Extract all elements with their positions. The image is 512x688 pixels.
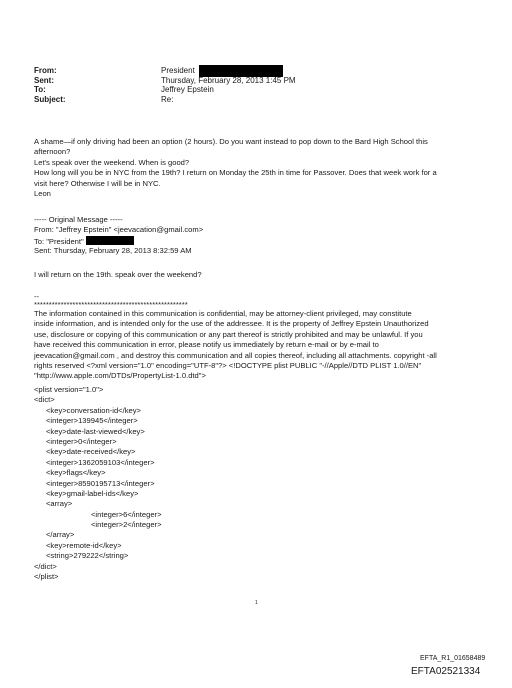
signature: Leon [34,188,51,198]
to-label: To: [34,85,46,95]
message-line: How long will you be in NYC from the 19th? I return on Monday the 25th in time for Passover. Does that week work for a [34,168,437,178]
plist-line: <integer>139945</integer> [46,416,138,426]
plist-line: <integer>0</integer> [46,436,117,446]
plist-line: <string>279222</string> [46,551,129,561]
plist-line: <key>flags</key> [46,468,106,478]
to-value: Jeffrey Epstein [161,85,214,95]
to-row [34,85,296,95]
plist-line: <array> [46,499,73,509]
disclaimer-line: "http://www.apple.com/DTDs/PropertyList-1.0.dtd"> [34,371,206,381]
message-line: visit here? Otherwise I will be in NYC. [34,178,161,188]
disclaimer-line: inside information, and is intended only for the use of the addressee. It is the property of Jeffrey Epstein Unauthorized [34,319,429,329]
original-message-text: I will return on the 19th. speak over the weekend? [34,270,202,279]
plist-line: <integer>1362059103</integer> [46,457,155,467]
footer [34,293,492,382]
plist-line: <integer>6</integer> [91,509,162,519]
original-sent: Sent: Thursday, February 28, 2013 8:32:59 AM [34,246,192,256]
from-row [34,66,296,76]
original-message [34,215,492,257]
plist-line: </array> [46,530,75,540]
subject-row [34,95,296,105]
message-line: afternoon? [34,147,71,157]
sig-dashes: -- [34,292,40,301]
from-value: President [161,66,195,75]
plist-line: <key>conversation-id</key> [46,405,141,415]
plist-line: <key>remote-id</key> [46,540,122,550]
message-line: Let's speak over the weekend. When is good? [34,157,190,167]
subject-value: Re: [161,94,174,104]
plist-line: <integer>8590195713</integer> [46,478,155,488]
plist-block [34,385,492,582]
plist-line: <key>date-last-viewed</key> [46,426,145,436]
disclaimer-line: The information contained in this communication is confidential, may be attorney-client privileged, may constitute [34,309,412,318]
email-header [34,66,296,104]
original-text [34,270,492,280]
message-line: A shame—if only driving had been an option (2 hours). Do you want instead to pop down to the Bard High School this [34,137,428,146]
sent-row [34,76,296,86]
message-body [34,137,492,199]
plist-line: <dict> [34,395,55,405]
subject-label: Subject: [34,94,66,104]
plist-line: <key>date-received</key> [46,447,136,457]
plist-line: <integer>2</integer> [91,520,162,530]
redaction-box [86,236,134,245]
sent-label: Sent: [34,75,54,85]
from-label: From: [34,66,57,75]
bates-stamp-1: EFTA_R1_01658489 [420,655,486,662]
original-message-divider: ----- Original Message ----- [34,215,123,224]
original-to: To: "President" [34,236,492,246]
original-from-email: <jeevacation@gmail.com> [113,225,204,235]
disclaimer-line: use, disclosure or copying of this communication or any part thereof is strictly prohibited and may be unlawful. If you [34,329,423,339]
plist-line: <key>gmail-label-ids</key> [46,488,139,498]
bates-stamp-2: EFTA02521334 [411,666,481,677]
sent-value: Thursday, February 28, 2013 1:45 PM [161,75,296,85]
plist-line: </plist> [34,572,59,582]
plist-line: <plist version="1.0"> [34,385,104,394]
disclaimer-line: have received this communication in error, please notify us immediately by return e-mail or by e-mail to [34,340,379,350]
plist-line: </dict> [34,561,57,571]
stars-divider: **************************************************** [34,300,188,309]
page-number: 1 [255,600,258,606]
disclaimer-line: rights reserved <?xml version="1.0" encoding="UTF-8"?> <!DOCTYPE plist PUBLIC "-//Apple//DTD PLIST 1.0//EN" [34,360,422,370]
disclaimer-line: jeevacation@gmail.com , and destroy this communication and all copies thereof, including all attachments. copyright -all [34,350,437,360]
original-from: From: "Jeffrey Epstein" <jeevacation@gmail.com> [34,225,204,235]
